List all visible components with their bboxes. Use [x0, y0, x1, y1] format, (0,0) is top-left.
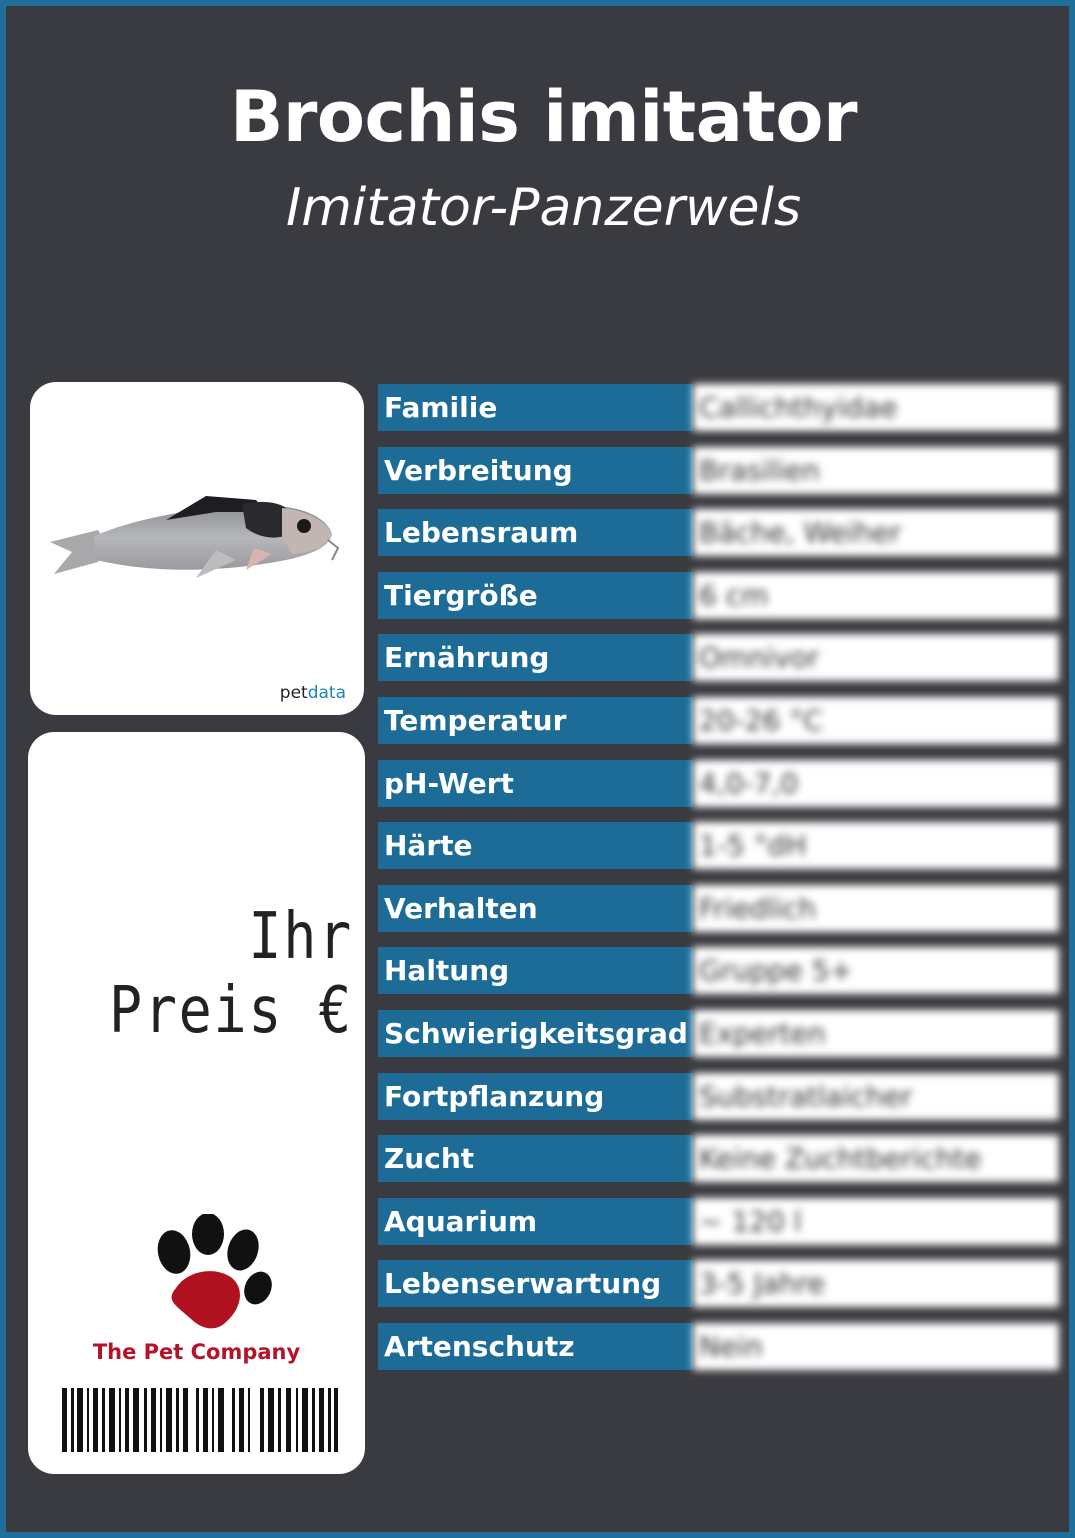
row-value: Nein	[693, 1323, 1059, 1370]
row-label: Aquarium	[378, 1198, 693, 1245]
table-row	[378, 697, 1059, 744]
row-value: Friedlich	[693, 885, 1059, 932]
row-label: Zucht	[378, 1135, 693, 1182]
row-value: Keine Zuchtberichte	[693, 1135, 1059, 1182]
row-label: Härte	[378, 822, 693, 869]
row-label: Verbreitung	[378, 447, 693, 494]
row-value: 6 cm	[693, 572, 1059, 619]
row-label: pH-Wert	[378, 760, 693, 807]
table-row	[378, 509, 1059, 556]
table-row	[378, 1073, 1059, 1120]
table-row	[378, 1135, 1059, 1182]
row-label: Schwierigkeitsgrad	[378, 1010, 693, 1057]
page-subtitle: Imitator-Panzerwels	[285, 178, 802, 238]
price-label: Ihr Preis €	[108, 900, 353, 1048]
row-value: 4,0-7,0	[693, 760, 1059, 807]
row-value: 1-5 °dH	[693, 822, 1059, 869]
table-row	[378, 1260, 1059, 1307]
row-label: Lebensraum	[378, 509, 693, 556]
table-row	[378, 760, 1059, 807]
row-label: Familie	[378, 384, 693, 431]
row-label: Ernährung	[378, 634, 693, 681]
petdata-logo-part2: data	[307, 683, 346, 703]
petdata-logo-part1: pet	[279, 683, 308, 703]
table-row	[378, 447, 1059, 494]
petdata-logo	[280, 683, 346, 703]
table-row	[378, 634, 1059, 681]
row-label: Artenschutz	[378, 1323, 693, 1370]
row-value: 3-5 Jahre	[693, 1260, 1059, 1307]
table-row	[378, 1323, 1059, 1370]
fish-image	[46, 490, 346, 590]
row-label: Verhalten	[378, 885, 693, 932]
table-row	[378, 822, 1059, 869]
row-value: Callichthyidae	[693, 384, 1059, 431]
row-label: Fortpflanzung	[378, 1073, 693, 1120]
row-label: Haltung	[378, 947, 693, 994]
table-row	[378, 1010, 1059, 1057]
table-row	[378, 947, 1059, 994]
price-card	[28, 732, 365, 1474]
row-value: 20-26 °C	[693, 697, 1059, 744]
row-value: Gruppe 5+	[693, 947, 1059, 994]
table-row	[378, 384, 1059, 431]
row-value: Brasilien	[693, 447, 1059, 494]
company-name: The Pet Company	[92, 1340, 301, 1364]
page-title: Brochis imitator	[229, 76, 858, 158]
row-label: Temperatur	[378, 697, 693, 744]
row-label: Lebenserwartung	[378, 1260, 693, 1307]
photo-card	[30, 382, 364, 715]
row-value: Bäche, Weiher	[693, 509, 1059, 556]
row-label: Tiergröße	[378, 572, 693, 619]
table-row	[378, 1198, 1059, 1245]
barcode	[62, 1388, 338, 1452]
row-value: Experten	[693, 1010, 1059, 1057]
row-value: Omnivor	[693, 634, 1059, 681]
row-value: Substratlaicher	[693, 1073, 1059, 1120]
table-row	[378, 885, 1059, 932]
row-value: ~ 120 l	[693, 1198, 1059, 1245]
info-table	[378, 384, 1059, 1386]
paw-logo-icon	[146, 1214, 286, 1339]
table-row	[378, 572, 1059, 619]
